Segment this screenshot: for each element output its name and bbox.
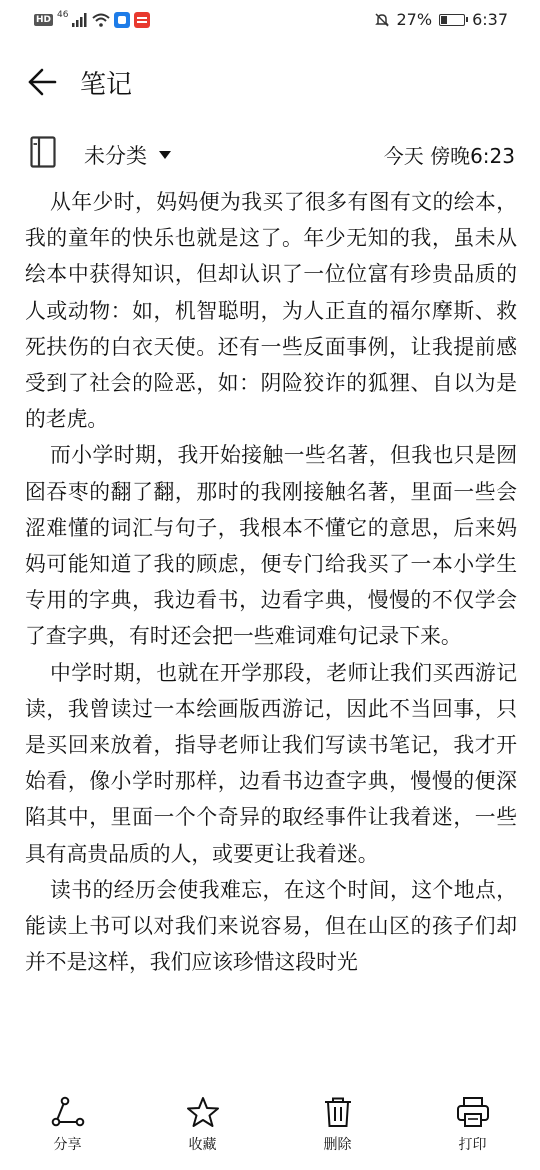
bottom-action-bar [0,1096,540,1170]
network-type: 46 [57,10,69,20]
note-date: 今天 傍晚6:23 [383,144,515,168]
back-arrow-icon [26,66,58,98]
print-label: 打印 [458,1137,487,1153]
signal-icon [72,13,88,27]
delete-button[interactable] [278,1096,398,1170]
note-meta-row [0,130,540,174]
app-header [0,54,540,110]
print-button[interactable] [413,1096,533,1170]
note-paragraph: 读书的经历会使我难忘，在这个时间，这个地点，能读上书可以对我们来说容易，但在山区的孩子们却并不是这样，我们应该珍惜这段时光 [25,877,517,975]
delete-label: 删除 [323,1137,352,1153]
back-button[interactable] [26,66,58,98]
battery-percent: 27% [396,10,433,29]
share-button[interactable] [8,1096,128,1170]
note-content[interactable] [25,184,517,980]
note-paragraph: 而小学时期，我开始接触一些名著，但我也只是囫囵吞枣的翻了翻，那时的我刚接触名著，里面一些会涩难懂的词汇与句子，我根本不懂它的意思，后来妈妈可能知道了我的顾虑，便专门给我买了一本小学生专用的字典，我边看书，边看字典，慢慢的不仅学会了查字典，有时还会把一些难词难句记录下来。 [25,443,517,649]
category-label: 未分类 [84,144,147,168]
wifi-icon [92,13,110,27]
battery-fill [441,16,447,24]
news-app-icon [134,12,150,28]
printer-icon [456,1096,490,1128]
favorite-button[interactable] [143,1096,263,1170]
notification-app-icon [114,12,130,28]
clock: 6:37 [472,10,508,29]
note-paragraph: 中学时期，也就在开学那段，老师让我们买西游记读，我曾读过一本绘画版西游记，因此不当回事，只是买回来放着，指导老师让我们写读书笔记，我才开始看，像小学时那样，边看书边查字典，慢慢的便深陷其中，里面一个个奇异的取经事件让我着迷，一些具有高贵品质的人，或要更让我着迷。 [25,660,517,866]
mute-bell-icon [374,12,390,28]
status-right [374,10,509,29]
trash-icon [321,1096,355,1128]
category-dropdown[interactable] [84,140,171,170]
battery-icon [439,14,465,26]
status-left [34,12,150,28]
favorite-label: 收藏 [188,1137,217,1153]
star-icon [186,1096,220,1128]
page-title: 笔记 [80,70,133,100]
hd-badge: HD [36,15,52,25]
chevron-down-icon [159,151,171,159]
note-paragraph: 从年少时，妈妈便为我买了很多有图有文的绘本，我的童年的快乐也就是这了。年少无知的我，虽未从绘本中获得知识，但却认识了一位位富有珍贵品质的人或动物：如，机智聪明，为人正直的福尔摩斯、救死扶伤的白衣天使。还有一些反面事例，让我提前感受到了社会的险恶，如：阴险狡诈的狐狸、自以为是的老虎。 [25,190,517,432]
notebook-icon [30,136,56,168]
status-bar [0,0,540,44]
share-label: 分享 [53,1137,82,1153]
share-icon [51,1096,85,1128]
